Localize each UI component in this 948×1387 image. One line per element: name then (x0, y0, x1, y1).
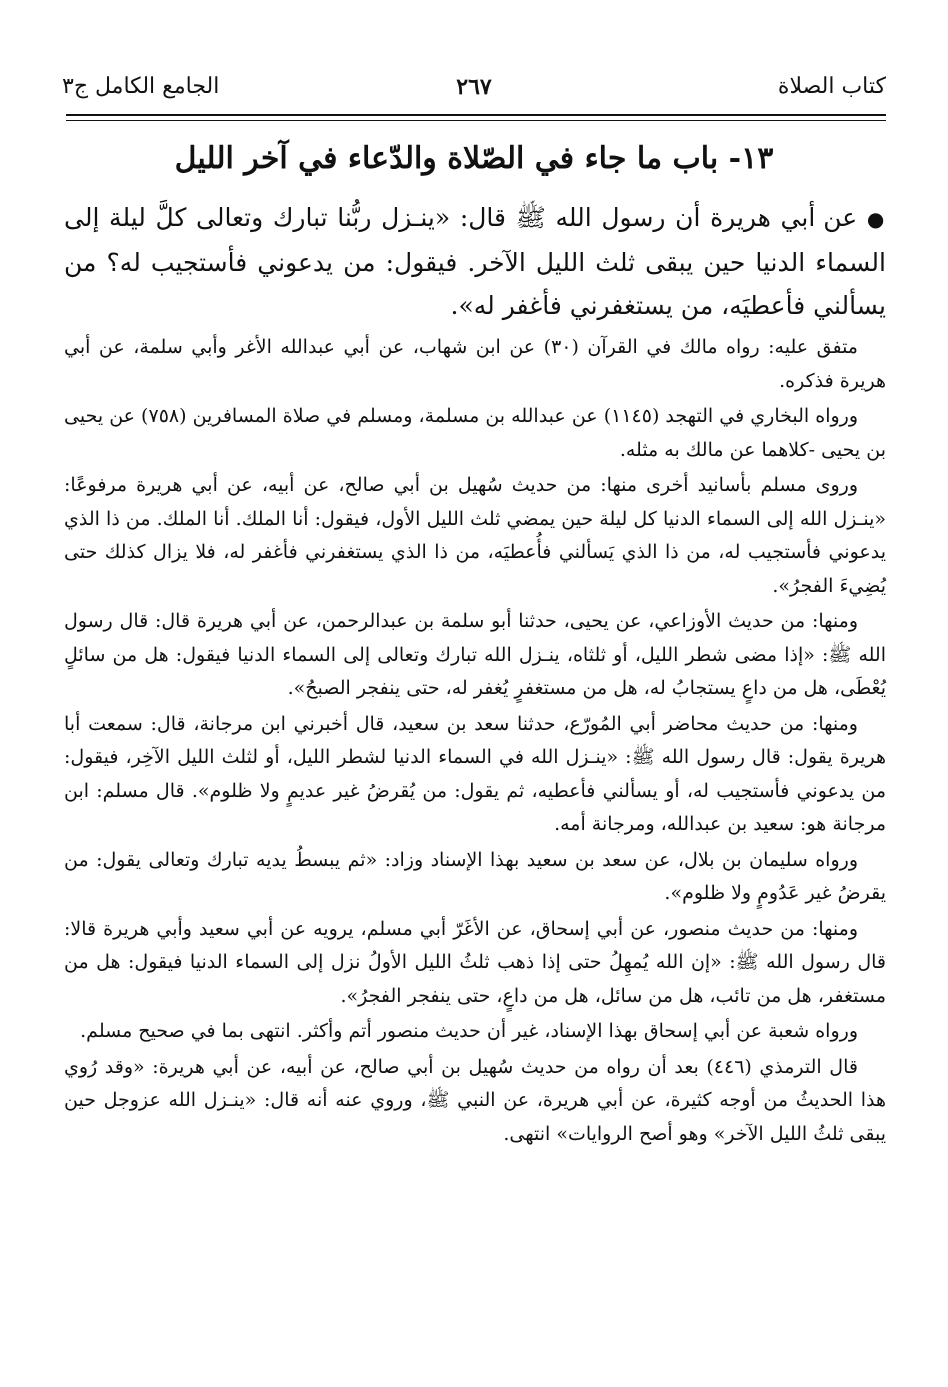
commentary-paragraph: ومنها: من حديث محاضر أبي المُورّع، حدثنا سعد بن سعيد، قال أخبرني ابن مرجانة، قال: سمعت أبا هريرة يقول: قال رسول الله ﷺ: «ينـزل الله في السماء الدنيا لشطر الليل، أو لثلث الليل الآخِر، فيقول: من يدعوني فأستجيب له، أو يسألني فأعطيه، ثم يقول: من يُقرضُ غير عديمٍ ولا ظلوم». قال مسلم: ابن مرجانة هو: سعيد بن عبدالله، ومرجانة أمه. (64, 712, 886, 835)
commentary-paragraph: ورواه البخاري في التهجد (١١٤٥) عن عبدالله بن مسلمة، ومسلم في صلاة المسافرين (٧٥٨) عن يحيى بن يحيى -كلاهما عن مالك به مثله. (64, 405, 886, 461)
hadith-text: عن أبي هريرة أن رسول الله ﷺ قال: «ينـزل ربُّنا تبارك وتعالى كلَّ ليلة إلى السماء الدنيا حين يبقى ثلث الليل الآخر. فيقول: من يدعوني فأستجيب له؟ من يسألني فأعطيَه، من يستغفرني فأغفر له». (64, 203, 886, 320)
header-rule-thin (66, 120, 886, 121)
commentary-paragraph: ورواه شعبة عن أبي إسحاق بهذا الإسناد، غير أن حديث منصور أتم وأكثر. انتهى بما في صحيح مسلم. (80, 1020, 858, 1042)
header-rule-thick (66, 114, 886, 116)
hadith-paragraph (64, 196, 886, 327)
commentary-paragraph: قال الترمذي (٤٤٦) بعد أن رواه من حديث سُهيل بن أبي صالح، عن أبيه، عن أبي هريرة: «وقد رُوي هذا الحديثُ من أوجه كثيرة، عن أبي هريرة، عن النبي ﷺ، وروي عنه أنه قال: «ينـزل الله عزوجل حين يبقى ثلثُ الليل الآخر» وهو أصح الروايات» انتهى. (64, 1055, 886, 1145)
commentary-paragraph: متفق عليه: رواه مالك في القرآن (٣٠) عن ابن شهاب، عن أبي عبدالله الأغر وأبي سلمة، عن أبي هريرة فذكره. (64, 336, 886, 392)
book-title: الجامع الكامل ج٣ (62, 74, 220, 99)
page-header (62, 70, 886, 120)
page-number: ٢٦٧ (456, 74, 492, 100)
chapter-title: ١٣- باب ما جاء في الصّلاة والدّعاء في آخر الليل (174, 141, 774, 176)
page-body (64, 196, 886, 1153)
book-section: كتاب الصلاة (777, 74, 886, 99)
bullet-icon: ● (866, 207, 886, 231)
commentary-paragraph: ومنها: من حديث منصور، عن أبي إسحاق، عن الأغَرّ أبي مسلم، يرويه عن أبي سعيد وأبي هريرة قالا: قال رسول الله ﷺ: «إن الله يُمهِلُ حتى إذا ذهب ثلثُ الليل الأولُ نزل إلى السماء الدنيا فيقول: هل من مستغفر، هل من تائب، هل من سائل، هل من داعٍ، حتى ينفجر الفجرُ». (64, 917, 886, 1007)
commentary-paragraph: ورواه سليمان بن بلال، عن سعد بن سعيد بهذا الإسناد وزاد: «ثم يبسطُ يديه تبارك وتعالى يقول: من يقرضُ غير عَدُومٍ ولا ظلوم». (64, 848, 886, 904)
commentary-paragraph: ومنها: من حديث الأوزاعي، عن يحيى، حدثنا أبو سلمة بن عبدالرحمن، عن أبي هريرة قال: قال رسول الله ﷺ: «إذا مضى شطر الليل، أو ثلثاه، ينـزل الله تبارك وتعالى إلى السماء الدنيا فيقول: هل من سائلٍ يُعْطَى، هل من داعٍ يستجابُ له، هل من مستغفرٍ يُغفر له، حتى ينفجر الصبحُ». (64, 610, 886, 699)
commentary-paragraph: وروى مسلم بأسانيد أخرى منها: من حديث سُهيل بن أبي صالح، عن أبيه، عن أبي هريرة مرفوعًا: «ينـزل الله إلى السماء الدنيا كل ليلة حين يمضي ثلث الليل الأول، فيقول: أنا الملك. أنا الملك. من ذا الذي يدعوني فأستجيب له، من ذا الذي يَسألني فأُعطيَه، من ذا الذي يستغفرني فأغفر له، فلا يزال كذلك حتى يُضِيءَ الفجرُ». (64, 474, 886, 597)
